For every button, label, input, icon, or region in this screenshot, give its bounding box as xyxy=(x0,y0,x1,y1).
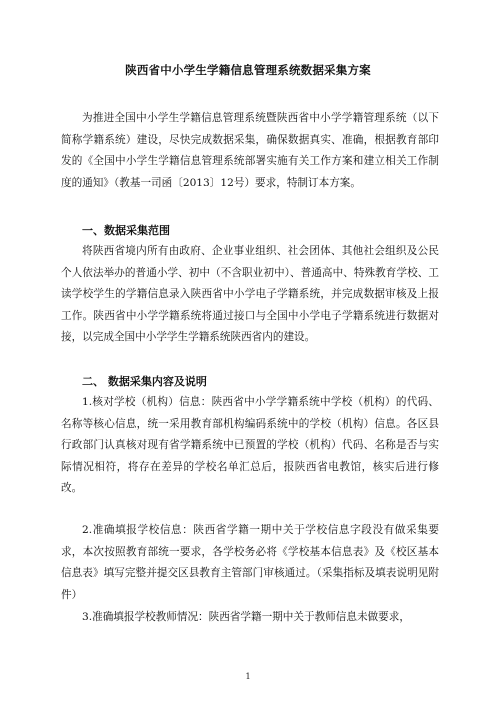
section-1-body: 将陕西省境内所有由政府、企业事业组织、社会团体、其他社会组织及公民个人依法举办的普通小学、初中（不含职业初中）、普通高中、特殊教育学校、工读学校学生的学籍信息录入陕西省中小学电子学籍系统，并完成数据审核及上报工作。陕西省中小学学籍系统将通过接口与全国中小学电子学籍系统进行数据对接，以完成全国中小学学生学籍系统陕西省内的建设。 xyxy=(61,245,439,343)
intro-paragraph: 为推进全国中小学生学籍信息管理系统暨陕西省中小学学籍管理系统（以下简称学籍系统）建设，尽快完成数据采集，确保数据真实、准确，根据教育部印发的《全国中小学生学籍信息管理系统部署实施有关工作方案和建立相关工作制度的通知》（教基一司函〔2013〕12号）要求，特制订本方案。 xyxy=(61,112,439,189)
page-number: 1 xyxy=(245,672,251,681)
section-1-heading: 一、数据采集范围 xyxy=(82,224,170,237)
section-2-item-3: 3.准确填报学校教师情况：陕西省学籍一期中关于教师信息未做要求， xyxy=(82,611,410,623)
section-2-heading: 二、 数据采集内容及说明 xyxy=(82,375,207,388)
section-2-item-1: 1.核对学校（机构）信息：陕西省中小学学籍系统中学校（机构）的代码、名称等核心信息，统一采用教育部机构编码系统中的学校（机构）信息。各区县行政部门认真核对现有省学籍系统中已预置的学校（机构）代码、名称是否与实际情况相符，将存在差异的学校名单汇总后，报陕西省电教馆，核实后进行修改。 xyxy=(61,396,439,494)
document-title: 陕西省中小学生学籍信息管理系统数据采集方案 xyxy=(125,63,371,77)
section-2-item-2: 2.准确填报学校信息：陕西省学籍一期中关于学校信息字段没有做采集要求，本次按照教育部统一要求，各学校务必将《学校基本信息表》及《校区基本信息表》填写完整并提交区县教育主管部门审核通过。（采集指标及填表说明见附件） xyxy=(61,524,439,601)
